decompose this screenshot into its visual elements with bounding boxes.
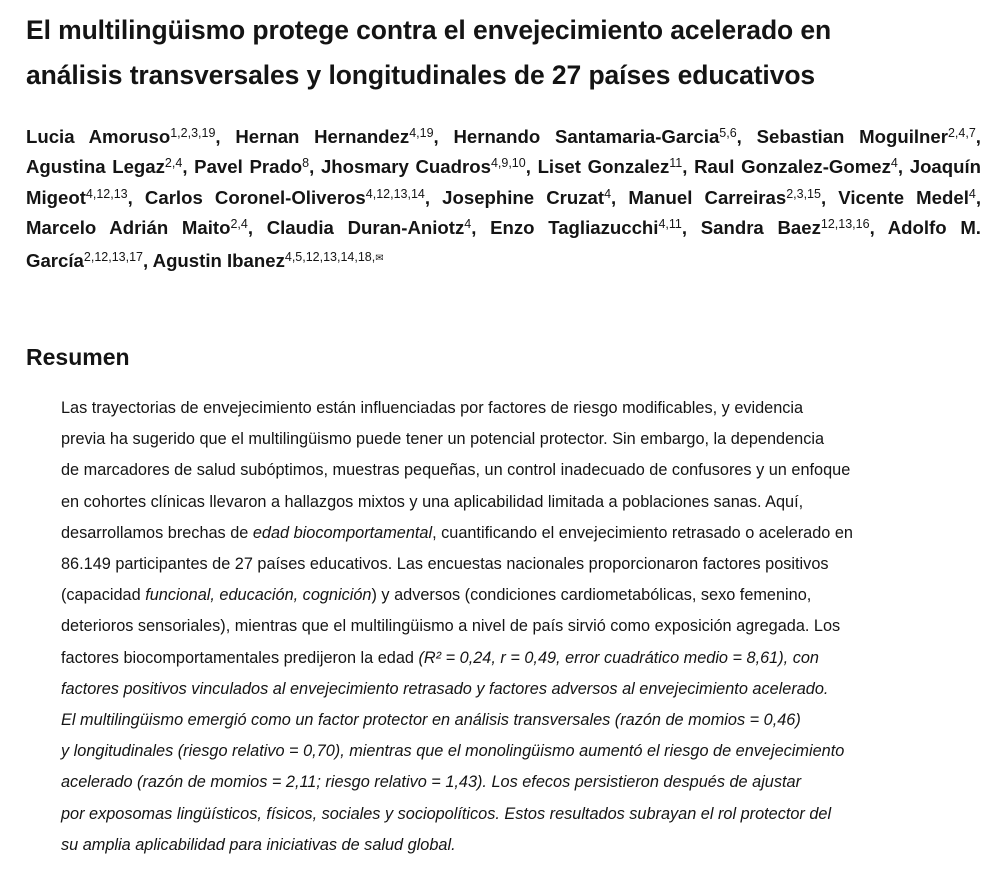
author-name: Sebastian Moguilner <box>756 126 948 147</box>
author <box>153 250 384 271</box>
paper-title <box>26 8 986 98</box>
author-affiliation: 4,5,12,13,14,18, <box>284 249 376 264</box>
author <box>26 156 182 177</box>
author-affiliation: 2,4 <box>230 217 248 232</box>
abstract-text: previa ha sugerido que el multilingüismo puede tener un potencial protector. Sin embargo, la dependencia <box>61 430 825 449</box>
author-affiliation: 2,4,7 <box>947 126 976 140</box>
title-line-1: El multilingüismo protege contra el envejecimiento acelerado en <box>26 15 832 45</box>
abstract-text: ) y adversos (condiciones cardiometabólicas, sexo femenino, <box>371 586 812 605</box>
author-affiliation: 11 <box>669 156 683 171</box>
author-affiliation: 2,3,15 <box>786 186 821 201</box>
abstract-text: por exposomas lingüísticos, físicos, sociales y sociopolíticos. Estos resultados subrayan el rol protector del <box>61 804 832 823</box>
abstract-line <box>61 549 941 580</box>
abstract-line <box>61 580 941 611</box>
author <box>757 126 976 147</box>
author-name: Enzo Tagliazucchi <box>490 217 659 239</box>
author <box>194 156 309 177</box>
title-line-2: análisis transversales y longitudinales de 27 países educativos <box>26 60 816 90</box>
abstract-line <box>61 736 941 767</box>
abstract-text: edad biocomportamental <box>252 523 433 542</box>
abstract-heading: Resumen <box>26 344 130 370</box>
author-name: Claudia Duran-Aniotz <box>266 217 465 239</box>
abstract-line <box>61 643 941 674</box>
author-name: Jhosmary Cuadros <box>320 156 491 178</box>
abstract-line <box>61 487 941 518</box>
author-affiliation: 2,12,13,17 <box>83 249 143 264</box>
abstract-text: factores biocomportamentales predijeron la edad <box>61 648 419 667</box>
author-name: Marcelo Adrián Maito <box>26 217 231 239</box>
author <box>838 187 976 208</box>
author <box>321 156 526 177</box>
author-affiliation: 4,12,13 <box>85 186 128 201</box>
abstract-text: desarrollamos brechas de <box>61 523 253 542</box>
author <box>145 187 425 208</box>
abstract-text: Las trayectorias de envejecimiento están influenciadas por factores de riesgo modificables, y evidencia <box>61 399 804 417</box>
abstract-text: deterioros sensoriales), mientras que el multilingüismo a nivel de país sirvió como exposición agregada. Los <box>61 617 841 636</box>
author <box>538 156 683 177</box>
author <box>694 156 898 177</box>
abstract-line <box>61 611 941 642</box>
author-affiliation: 4 <box>968 186 976 201</box>
abstract-line <box>61 424 941 455</box>
abstract-text: de marcadores de salud subóptimos, muestras pequeñas, un control inadecuado de confusores y un enfoque <box>61 461 851 480</box>
author-affiliation: 5,6 <box>719 126 737 140</box>
abstract-text: El multilingüismo emergió como un factor protector en análisis transversales (razón de momios = 0,46) <box>61 711 801 730</box>
author-name: Josephine Cruzat <box>442 186 605 208</box>
envelope-icon[interactable]: ✉ <box>375 252 384 264</box>
author-affiliation: 4,12,13,14 <box>365 186 425 201</box>
author-affiliation: 8 <box>302 156 310 171</box>
author-affiliation: 4,9,10 <box>490 156 526 171</box>
author-name: Hernando Santamaria-Garcia <box>453 126 720 147</box>
abstract-line <box>61 393 941 424</box>
author <box>26 217 248 238</box>
author-affiliation: 4 <box>890 156 898 171</box>
abstract-line <box>61 799 941 830</box>
abstract-text: acelerado (razón de momios = 2,11; riesgo relativo = 1,43). Los efecos persistieron después de ajustar <box>61 773 802 792</box>
abstract-line <box>61 705 941 736</box>
author-name: Lucia Amoruso <box>26 126 171 147</box>
abstract-text: (R² = 0,24, r = 0,49, error cuadrático medio = 8,61), con <box>418 648 819 667</box>
author-affiliation: 2,4 <box>164 156 183 171</box>
author-name: Adolfo M. García <box>26 217 981 271</box>
author-name: Agustin Ibanez <box>152 249 285 271</box>
author-name: Liset Gonzalez <box>537 156 670 178</box>
author-affiliation: 1,2,3,19 <box>170 126 216 140</box>
author-list: Lucia Amoruso$^{1,2,3,19}$, Hernan Hernandez$^{4,19}$, Hernando Santamaria-Garcia$^{5,6}$, Sebastian Moguilner$^{2,4,7}$, Agustina Legaz$^{2,4}$, Pavel Prado$^8$, Jhosmary Cuadros$^{4,9,10}$, Liset Gonzalez$^{11}$, Raul Gonzalez-Gomez$^4$, Joaquín Migeot$^{4,12,13}$, Carlos Coronel-Oliveros$^{4,12,13,14}$, Josephine Cruzat$^4$, Manuel Carreiras$^{2,3,15}$, Vicente Medel$^4$, Marcelo Adrián Maito$^{2,4}$, Claudia Duran-Aniotz$^4$, Enzo Tagliazucchi$^{4,11}$, Sandra Baez$^{12,13,16}$, Adolfo M. García$^{2,12,13,17}$, Agustin Ibanez$^{4,5,12,13,14,18,✉}$ <box>26 126 982 271</box>
author-affiliation: 4,19 <box>409 126 434 140</box>
author <box>701 217 870 238</box>
author-affiliation: 12,13,16 <box>820 217 870 232</box>
author <box>628 187 821 208</box>
author-name: Manuel Carreiras <box>628 186 787 208</box>
author-affiliation: 4 <box>604 186 612 201</box>
author <box>235 126 433 147</box>
abstract-line <box>61 830 941 861</box>
author-affiliation: 4 <box>464 217 472 232</box>
author-affiliation: 4,11 <box>658 217 682 232</box>
abstract-body <box>61 393 941 861</box>
author-name: Agustina Legaz <box>26 156 165 178</box>
author-name: Pavel Prado <box>194 156 303 178</box>
abstract-text: funcional, educación, cognición <box>145 586 372 605</box>
author-name: Sandra Baez <box>700 217 821 239</box>
abstract-line <box>61 767 941 798</box>
abstract-text: y longitudinales (riesgo relativo = 0,70), mientras que el monolingüismo aumentó el riesgo de envejecimiento <box>61 742 845 761</box>
abstract-text: 86.149 participantes de 27 países educativos. Las encuestas nacionales proporcionaron factores positivos <box>61 555 829 574</box>
abstract-line <box>61 518 941 549</box>
author-name: Hernan Hernandez <box>235 126 410 147</box>
author <box>453 126 736 147</box>
author <box>26 126 215 147</box>
author-name: Vicente Medel <box>838 186 969 208</box>
author <box>442 187 611 208</box>
author-name: Raul Gonzalez-Gomez <box>694 156 891 178</box>
abstract-line <box>61 674 941 705</box>
abstract-text: (capacidad <box>61 586 146 605</box>
abstract-text: , cuantificando el envejecimiento retrasado o acelerado en <box>432 523 853 542</box>
abstract-text: su amplia aplicabilidad para iniciativas de salud global. <box>61 835 456 854</box>
abstract-text: factores positivos vinculados al envejecimiento retrasado y factores adversos al envejecimiento acelerado. <box>61 679 829 698</box>
author-name: Joaquín Migeot <box>26 156 982 208</box>
author-name: Carlos Coronel-Oliveros <box>144 186 366 208</box>
author <box>267 217 472 238</box>
author <box>490 217 682 238</box>
abstract-text: en cohortes clínicas llevaron a hallazgos mixtos y una aplicabilidad limitada a poblaciones sanas. Aquí, <box>61 492 804 511</box>
abstract-line <box>61 455 941 486</box>
